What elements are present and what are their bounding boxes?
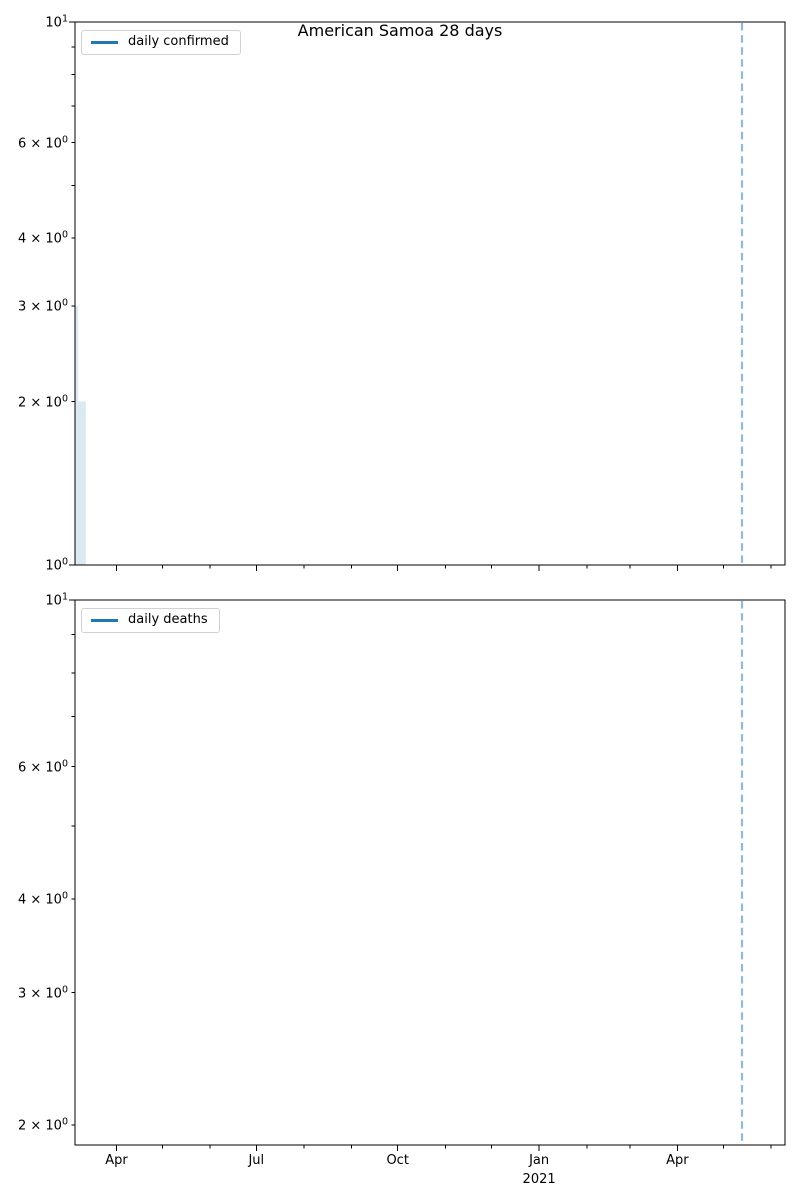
x-tick-label: Oct [386,1153,409,1168]
x-tick-label: Jul [248,1153,265,1168]
y-tick-label: $10^1$ [45,591,68,609]
plot-frame [75,22,785,565]
y-tick-label: $3 \times 10^0$ [17,984,68,1002]
legend-daily-deaths [81,608,220,633]
y-tick-label: $6 \times 10^0$ [17,758,68,776]
y-tick-label: $6 \times 10^0$ [17,134,68,151]
y-tick-label: $3 \times 10^0$ [17,297,68,315]
y-tick-label: $4 \times 10^0$ [17,229,68,247]
y-tick-label: $10^1$ [45,13,68,31]
x-year-label: 2021 [522,1171,556,1187]
y-tick-label: $2 \times 10^0$ [17,1116,68,1134]
legend-label-daily-deaths: daily deaths [128,612,208,627]
x-tick-label: Jan 2021 [523,1152,556,1190]
legend-line-icon [91,41,118,44]
x-tick-label: Apr [105,1153,128,1168]
x-tick-label: Apr [666,1153,689,1168]
y-tick-label: $10^0$ [45,556,68,574]
legend-label-daily-confirmed: daily confirmed [128,34,229,49]
area-fill-daily-confirmed [75,306,86,565]
legend-daily-confirmed [81,30,241,55]
y-tick-label: $4 \times 10^0$ [17,890,68,908]
y-tick-label: $2 \times 10^0$ [17,393,68,410]
plot-frame [75,600,785,1145]
chart-title: American Samoa 28 days [297,21,503,40]
legend-line-icon [91,619,118,622]
